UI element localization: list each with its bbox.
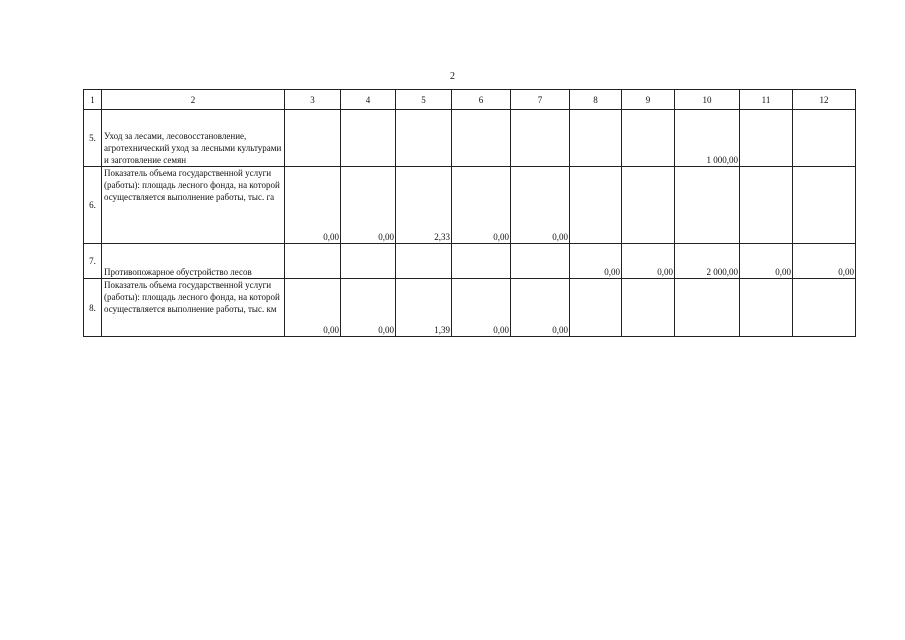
table-cell: 0,00 <box>452 167 511 244</box>
table-cell: 0,00 <box>452 279 511 337</box>
row-number: 7. <box>84 244 102 279</box>
table-cell <box>793 110 856 167</box>
column-header: 1 <box>84 90 102 110</box>
table-cell: 2 000,00 <box>675 244 740 279</box>
row-name-text: Уход за лесами, лесовосстановление, агротехнический уход за лесными культурами и заготовление семян <box>104 131 282 165</box>
table-cell: 2,33 <box>396 167 452 244</box>
table-cell: 0,00 <box>341 167 396 244</box>
table-cell: 1,39 <box>396 279 452 337</box>
table-row <box>84 244 856 279</box>
table-cell <box>622 167 675 244</box>
table-cell <box>570 167 622 244</box>
row-name-text: Противопожарное обустройство лесов <box>104 267 252 277</box>
table-cell <box>675 167 740 244</box>
table-row <box>84 110 856 167</box>
column-header: 6 <box>452 90 511 110</box>
table-cell <box>622 110 675 167</box>
table-cell <box>452 244 511 279</box>
table-cell <box>622 279 675 337</box>
table-cell <box>511 110 570 167</box>
table-row <box>84 167 856 244</box>
table-cell <box>570 279 622 337</box>
row-number: 6. <box>84 167 102 244</box>
table-cell <box>570 110 622 167</box>
table-cell <box>793 279 856 337</box>
column-header: 11 <box>740 90 793 110</box>
row-name <box>102 279 285 337</box>
table-row <box>84 279 856 337</box>
column-header: 10 <box>675 90 740 110</box>
table-cell <box>341 244 396 279</box>
table-cell: 1 000,00 <box>675 110 740 167</box>
row-number: 8. <box>84 279 102 337</box>
table-cell: 0,00 <box>740 244 793 279</box>
table-cell <box>740 110 793 167</box>
table-cell <box>396 110 452 167</box>
data-table <box>83 89 856 337</box>
column-header: 2 <box>102 90 285 110</box>
table-cell: 0,00 <box>285 167 341 244</box>
row-name-text: Показатель объема государственной услуги (работы): площадь лесного фонда, на которой осуществляется выполнение работы, тыс. га <box>104 168 280 202</box>
column-header: 4 <box>341 90 396 110</box>
table-cell <box>675 279 740 337</box>
table-cell <box>452 110 511 167</box>
table-cell: 0,00 <box>511 167 570 244</box>
row-number: 5. <box>84 110 102 167</box>
table-cell <box>740 167 793 244</box>
column-header: 12 <box>793 90 856 110</box>
column-header: 3 <box>285 90 341 110</box>
table-cell <box>511 244 570 279</box>
table-cell: 0,00 <box>570 244 622 279</box>
table-cell <box>285 110 341 167</box>
table-cell: 0,00 <box>511 279 570 337</box>
row-name <box>102 110 285 167</box>
table-cell <box>793 167 856 244</box>
column-header: 9 <box>622 90 675 110</box>
table-cell <box>740 279 793 337</box>
page-number: 2 <box>450 71 455 82</box>
table-cell <box>285 244 341 279</box>
table-cell: 0,00 <box>285 279 341 337</box>
column-header: 7 <box>511 90 570 110</box>
table-cell: 0,00 <box>793 244 856 279</box>
table-header-row <box>84 90 856 110</box>
row-name <box>102 244 285 279</box>
column-header: 5 <box>396 90 452 110</box>
table-cell <box>396 244 452 279</box>
table-cell: 0,00 <box>341 279 396 337</box>
column-header: 8 <box>570 90 622 110</box>
table-cell: 0,00 <box>622 244 675 279</box>
row-name <box>102 167 285 244</box>
row-name-text: Показатель объема государственной услуги (работы): площадь лесного фонда, на которой осуществляется выполнение работы, тыс. км <box>104 280 280 314</box>
table-cell <box>341 110 396 167</box>
